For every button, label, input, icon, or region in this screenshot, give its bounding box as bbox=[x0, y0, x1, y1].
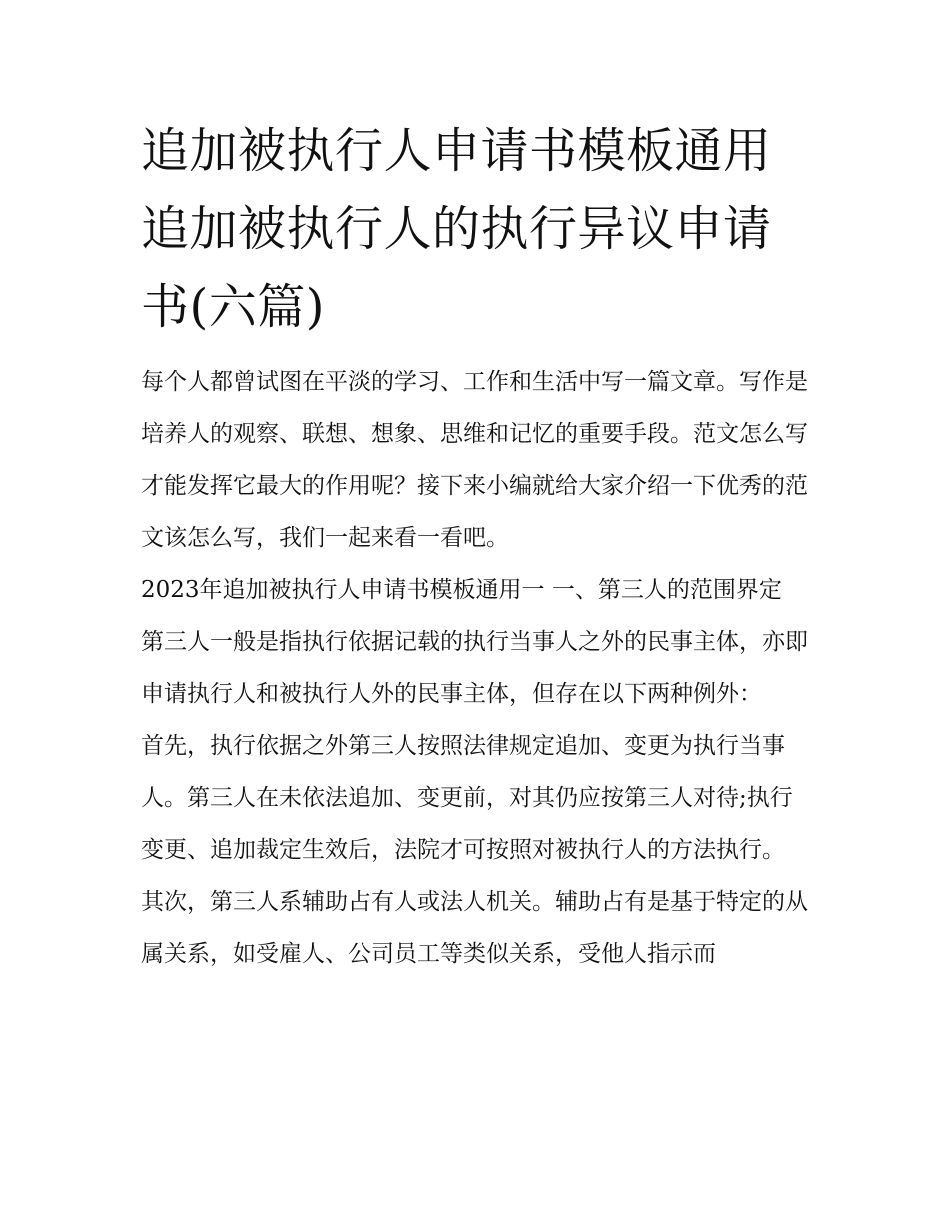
document-title: 追加被执行人申请书模板通用追加被执行人的执行异议申请书(六篇) bbox=[141, 123, 772, 335]
paragraph-section-heading: 2023年追加被执行人申请书模板通用一 一、第三人的范围界定 bbox=[141, 577, 782, 603]
paragraph-intro: 每个人都曾试图在平淡的学习、工作和生活中写一篇文章。写作是培养人的观察、联想、想象、思维和记忆的重要手段。范文怎么写才能发挥它最大的作用呢？接下来小编就给大家介绍一下优秀的范文该怎么写，我们一起来看一看吧。 bbox=[141, 369, 808, 551]
paragraph-third-party-definition: 第三人一般是指执行依据记载的执行当事人之外的民事主体，亦即申请执行人和被执行人外的民事主体，但存在以下两种例外： bbox=[141, 629, 808, 707]
paragraph-first-exception: 首先，执行依据之外第三人按照法律规定追加、变更为执行当事人。第三人在未依法追加、变更前，对其仍应按第三人对待;执行变更、追加裁定生效后，法院才可按照对被执行人的方法执行。 bbox=[141, 733, 793, 863]
paragraph-second-exception: 其次，第三人系辅助占有人或法人机关。辅助占有是基于特定的从属关系，如受雇人、公司员工等类似关系，受他人指示而 bbox=[141, 889, 808, 967]
document-body bbox=[141, 112, 813, 980]
